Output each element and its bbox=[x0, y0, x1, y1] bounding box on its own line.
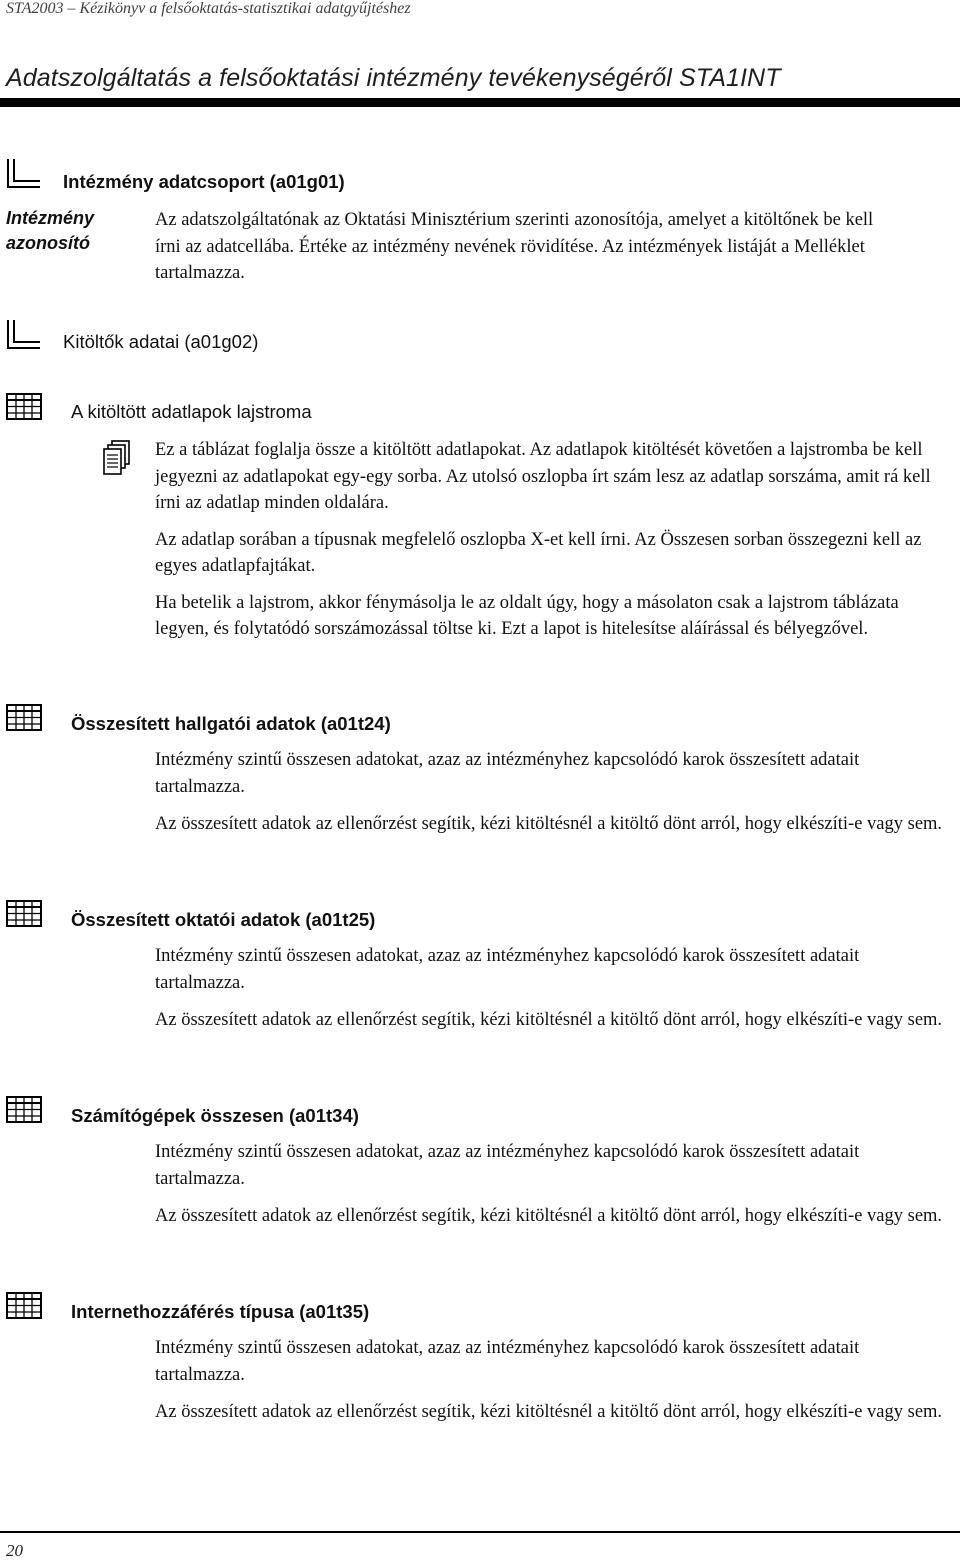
table-grid-icon bbox=[6, 1292, 42, 1319]
paragraph: Ha betelik a lajstrom, akkor fénymásolja le az oldalt úgy, hogy a másolaton csak a lajstrom táblázata legyen, és folytatódó sorszámozással töltse ki. Ezt a lapot is hitelesítse aláírással és bélyegzővel. bbox=[155, 592, 899, 639]
group-bracket-icon bbox=[6, 318, 42, 350]
table-grid-icon bbox=[6, 393, 42, 420]
paragraph: Az adatlap sorában a típusnak megfelelő oszlopba X-et kell írni. Az Összesen sorban összegezni kell az egyes adatlapfajtákat. bbox=[155, 529, 922, 576]
table-grid-icon bbox=[6, 900, 42, 927]
paragraph: Intézmény szintű összesen adatokat, azaz az intézményhez kapcsolódó karok összesített adatait tartalmazza. bbox=[155, 1142, 860, 1189]
table-description bbox=[155, 747, 950, 838]
table-title: A kitöltött adatlapok lajstroma bbox=[71, 401, 312, 422]
paragraph: Intézmény szintű összesen adatokat, azaz az intézményhez kapcsolódó karok összesített adatait tartalmazza. bbox=[155, 946, 860, 993]
table-title: Internethozzáférés típusa (a01t35) bbox=[71, 1301, 370, 1322]
field-description bbox=[155, 207, 875, 287]
paragraph: Intézmény szintű összesen adatokat, azaz az intézményhez kapcsolódó karok összesített adatait tartalmazza. bbox=[155, 750, 860, 797]
field-label-line1: Intézmény bbox=[6, 208, 95, 228]
table-description bbox=[155, 1335, 950, 1426]
paragraph: Az összesített adatok az ellenőrzést segítik, kézi kitöltésnél a kitöltő dönt arról, hogy elkészíti-e vagy sem. bbox=[155, 1206, 943, 1226]
running-header: STA2003 – Kézikönyv a felsőoktatás-statisztikai adatgyűjtéshez bbox=[6, 0, 411, 17]
table-title: Összesített oktatói adatok (a01t25) bbox=[71, 909, 376, 930]
table-description bbox=[155, 1139, 950, 1230]
field-label bbox=[6, 206, 94, 256]
table-title: Összesített hallgatói adatok (a01t24) bbox=[71, 713, 391, 734]
paragraph: Intézmény szintű összesen adatokat, azaz az intézményhez kapcsolódó karok összesített adatait tartalmazza. bbox=[155, 1338, 860, 1385]
footer-divider bbox=[0, 1531, 960, 1533]
page-title: Adatszolgáltatás a felsőoktatási intézmény tevékenységéről STA1INT bbox=[6, 64, 781, 92]
table-description bbox=[155, 437, 950, 643]
document-stack-icon bbox=[103, 440, 131, 476]
table-grid-icon bbox=[6, 1096, 42, 1123]
paragraph: Az összesített adatok az ellenőrzést segítik, kézi kitöltésnél a kitöltő dönt arról, hogy elkészíti-e vagy sem. bbox=[155, 1402, 943, 1422]
table-description bbox=[155, 943, 950, 1034]
paragraph: Az összesített adatok az ellenőrzést segítik, kézi kitöltésnél a kitöltő dönt arról, hogy elkészíti-e vagy sem. bbox=[155, 814, 943, 834]
paragraph: Az adatszolgáltatónak az Oktatási Minisztérium szerinti azonosítója, amelyet a kitöltőnek be kell írni az adatcellába. Értéke az intézmény nevének rövidítése. Az intézmények listáját a Melléklet tartalmazza. bbox=[155, 210, 874, 283]
field-label-line2: azonosító bbox=[6, 233, 90, 253]
table-title: Számítógépek összesen (a01t34) bbox=[71, 1105, 359, 1126]
paragraph: Ez a táblázat foglalja össze a kitöltött adatlapokat. Az adatlapok kitöltését követően a lajstromba be kell jegyezni az adatlapokat egy-egy sorba. Az utolsó oszlopba írt szám lesz az adatlap sorszáma, amit rá kell írni az adatlap minden oldalára. bbox=[155, 440, 931, 513]
table-grid-icon bbox=[6, 704, 42, 731]
group-title: Kitöltők adatai (a01g02) bbox=[63, 331, 259, 352]
title-divider bbox=[0, 98, 960, 107]
page-number: 20 bbox=[6, 1541, 23, 1560]
group-title: Intézmény adatcsoport (a01g01) bbox=[63, 171, 345, 192]
paragraph: Az összesített adatok az ellenőrzést segítik, kézi kitöltésnél a kitöltő dönt arról, hogy elkészíti-e vagy sem. bbox=[155, 1010, 943, 1030]
group-bracket-icon bbox=[6, 157, 42, 189]
